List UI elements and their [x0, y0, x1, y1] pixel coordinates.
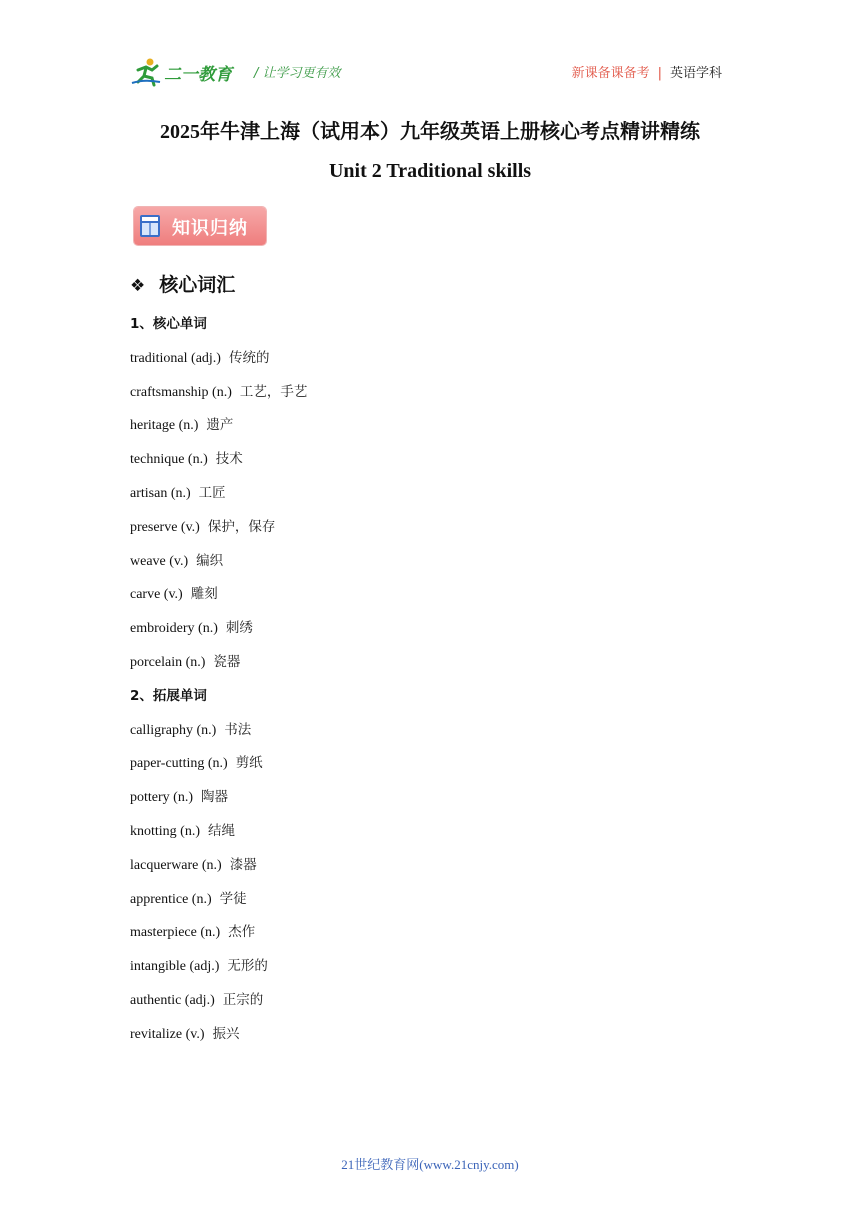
word-en: craftsmanship (n.) [130, 384, 232, 400]
word-en: authentic (adj.) [130, 992, 215, 1008]
vocab-row [130, 414, 730, 448]
runner-logo-icon [130, 56, 164, 88]
unit-title: Unit 2 Traditional skills [328, 160, 532, 182]
vocab-row [130, 482, 730, 516]
word-en: pottery (n.) [130, 790, 193, 806]
vocab-row [130, 719, 730, 753]
word-cn: 无形的 [227, 958, 268, 975]
word-en: embroidery (n.) [130, 621, 218, 637]
word-cn: 剪纸 [235, 755, 263, 772]
word-cn: 结绳 [208, 822, 235, 839]
word-en: intangible (adj.) [130, 959, 220, 975]
word-en: revitalize (v.) [130, 1026, 205, 1042]
vocab-row [130, 752, 730, 786]
vocab-row [130, 854, 730, 888]
word-cn: 工匠 [198, 484, 226, 501]
vocab-row [130, 651, 730, 685]
word-en: masterpiece (n.) [130, 925, 221, 941]
site-logo[interactable] [130, 56, 242, 88]
word-en: paper-cutting (n.) [130, 756, 228, 772]
header-tagline [572, 62, 722, 81]
word-cn: 陶器 [200, 789, 228, 806]
word-en: preserve (v.) [130, 519, 200, 535]
word-en: technique (n.) [130, 452, 208, 468]
vocab-row [130, 921, 730, 955]
vocab-row [130, 820, 730, 854]
logo-text: 二一教育 [164, 65, 232, 85]
word-cn: 刺绣 [225, 620, 253, 637]
word-cn: 瓷器 [213, 653, 241, 670]
word-cn: 雕刻 [190, 586, 218, 603]
word-en: carve (v.) [130, 587, 183, 603]
word-cn: 传统的 [228, 349, 270, 366]
word-cn: 遗产 [206, 417, 234, 434]
header-separator: | [657, 66, 662, 81]
word-cn: 书法 [224, 721, 252, 738]
word-cn: 振兴 [212, 1025, 240, 1042]
book-icon [138, 213, 162, 239]
word-en: apprentice (n.) [130, 891, 212, 907]
word-cn: 正宗的 [222, 991, 264, 1008]
vocab-row [130, 955, 730, 989]
vocab-row [130, 516, 730, 550]
word-en: lacquerware (n.) [130, 857, 222, 873]
diamond-bullet-icon: ❖ [130, 276, 146, 296]
slogan: / 让学习更有效 [254, 66, 341, 81]
word-en: artisan (n.) [130, 485, 191, 501]
vocab-row [130, 347, 730, 381]
vocabulary-list [130, 313, 730, 1057]
vocab-row [130, 381, 730, 415]
header-subject[interactable]: 英语学科 [669, 66, 722, 81]
word-cn: 编织 [196, 552, 224, 569]
word-cn: 工艺，手艺 [239, 383, 308, 400]
word-en: weave (v.) [130, 553, 189, 569]
word-en: porcelain (n.) [130, 654, 206, 670]
extended-words-heading: 2、拓展单词 [130, 687, 207, 704]
section-heading [130, 270, 235, 297]
vocab-row [130, 989, 730, 1023]
section-title: 核心词汇 [159, 274, 236, 296]
word-cn: 学徒 [219, 890, 247, 907]
page-footer[interactable]: 21世纪教育网(www.21cnjy.com) [341, 1157, 519, 1172]
word-cn: 保护，保存 [207, 518, 276, 535]
word-en: knotting (n.) [130, 823, 200, 839]
header-link-prep[interactable]: 新课备课备考 [571, 66, 650, 81]
core-words-heading: 1、核心单词 [130, 316, 207, 332]
vocab-row [130, 617, 730, 651]
page-header [130, 56, 730, 90]
vocab-row [130, 888, 730, 922]
vocab-row [130, 448, 730, 482]
vocab-row [130, 786, 730, 820]
word-cn: 技术 [215, 451, 243, 468]
knowledge-badge [134, 207, 266, 245]
vocab-row [130, 550, 730, 584]
badge-label: 知识归纳 [172, 218, 248, 239]
word-en: traditional (adj.) [130, 350, 221, 366]
word-cn: 杰作 [228, 924, 256, 941]
vocab-row [130, 583, 730, 617]
word-cn: 漆器 [229, 856, 257, 873]
vocab-row [130, 1023, 730, 1057]
word-en: calligraphy (n.) [130, 722, 217, 738]
word-en: heritage (n.) [130, 418, 199, 434]
document-title: 2025年牛津上海（试用本）九年级英语上册核心考点精讲精练 [160, 121, 700, 143]
